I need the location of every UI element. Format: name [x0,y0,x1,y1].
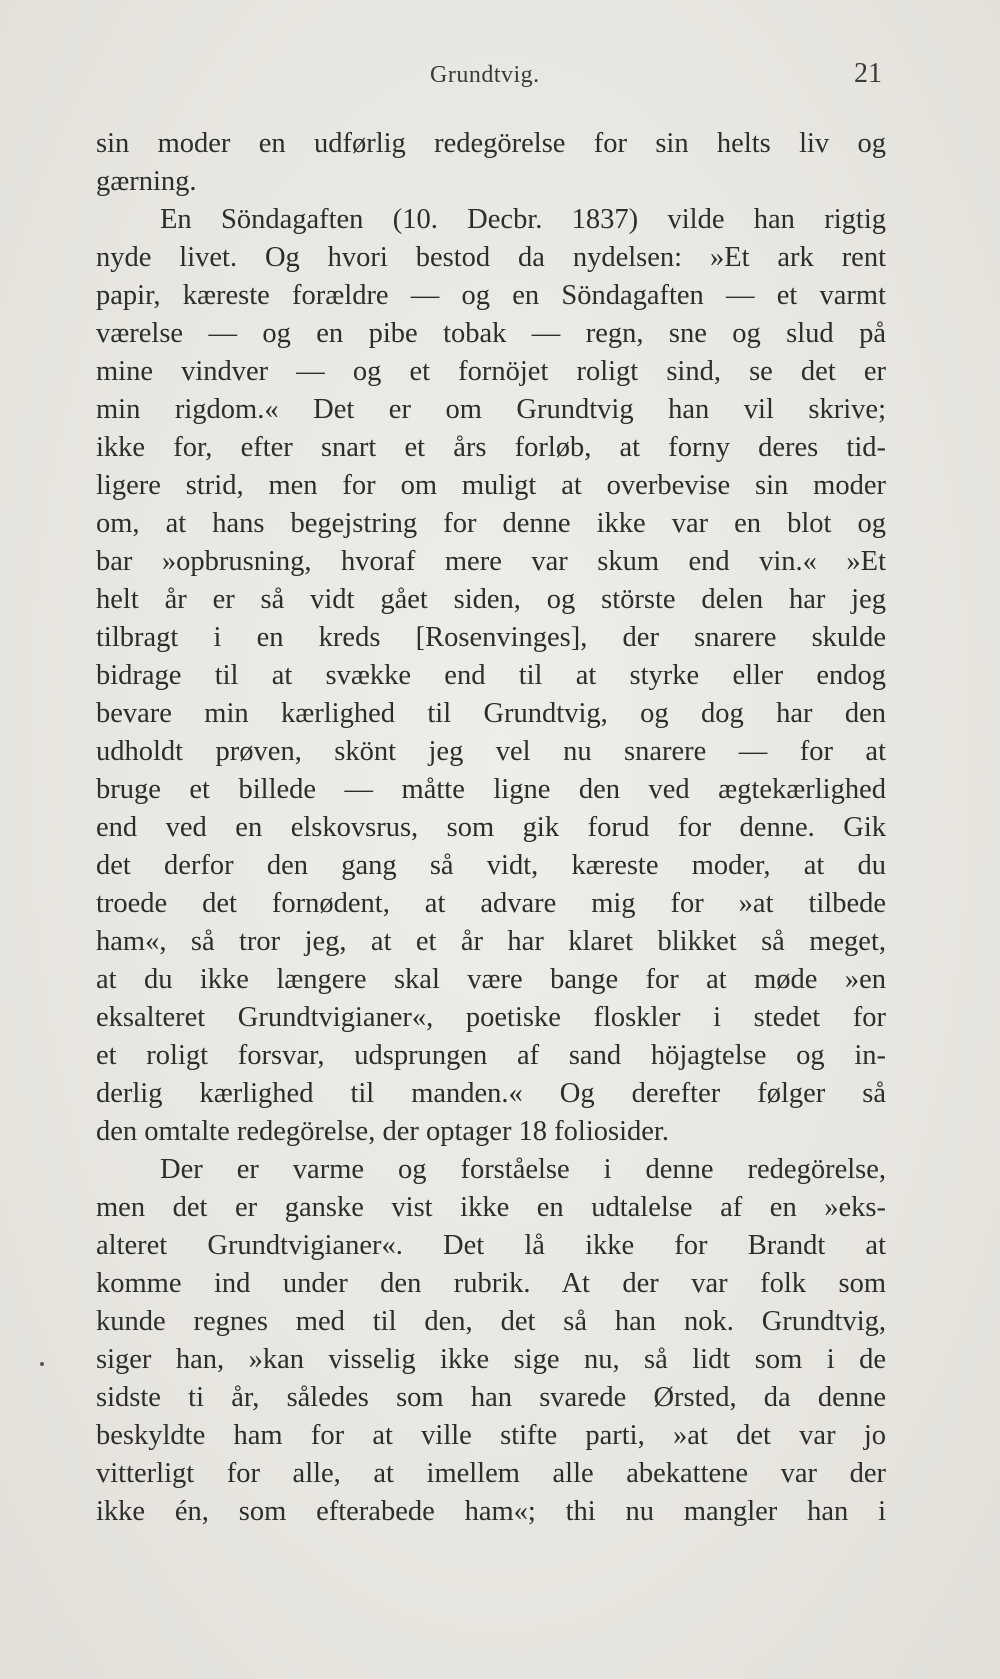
text-line: papir, kæreste forældre — og en Söndagaften — et varmt [96,280,886,311]
text-line: ligere strid, men for om muligt at overbevise sin moder [96,470,886,501]
paragraph [96,125,886,201]
text-line: komme ind under den rubrik. At der var folk som [96,1268,886,1299]
text-line: bar »opbrusning, hvoraf mere var skum end vin.« »Et [96,546,886,577]
text-line: nyde livet. Og hvori bestod da nydelsen: »Et ark rent [96,242,886,273]
text-line: ham«, så tror jeg, at et år har klaret blikket så meget, [96,926,886,957]
text-line: derlig kærlighed til manden.« Og derefter følger så [96,1078,886,1109]
text-line: min rigdom.« Det er om Grundtvig han vil skrive; [96,394,886,425]
text-line: beskyldte ham for at ville stifte parti, »at det var jo [96,1420,886,1451]
text-line: mine vindver — og et fornöjet roligt sind, se det er [96,356,886,387]
text-line: men det er ganske vist ikke en udtalelse af en »eks- [96,1192,886,1223]
text-line: gærning. [96,166,197,197]
text-line: den omtalte redegörelse, der optager 18 foliosider. [96,1116,669,1147]
text-line: sidste ti år, således som han svarede Ørsted, da denne [96,1382,886,1413]
margin-dot-mark [40,1362,44,1366]
text-line: eksalteret Grundtvigianer«, poetiske floskler i stedet for [96,1002,886,1033]
text-line: alteret Grundtvigianer«. Det lå ikke for Brandt at [96,1230,886,1261]
body-text [96,125,886,1531]
text-line: tilbragt i en kreds [Rosenvinges], der snarere skulde [96,622,886,653]
text-line: Der er varme og forståelse i denne redegörelse, [160,1154,886,1185]
text-line: udholdt prøven, skönt jeg vel nu snarere — for at [96,736,886,767]
text-line: ikke for, efter snart et års forløb, at forny deres tid- [96,432,886,463]
text-line: kunde regnes med til den, det så han nok. Grundtvig, [96,1306,886,1337]
text-line: bruge et billede — måtte ligne den ved ægtekærlighed [96,774,886,805]
text-line: siger han, »kan visselig ikke sige nu, så lidt som i de [96,1344,886,1375]
text-line: at du ikke længere skal være bange for at møde »en [96,964,886,995]
text-line: end ved en elskovsrus, som gik forud for denne. Gik [96,812,886,843]
text-line: det derfor den gang så vidt, kæreste moder, at du [96,850,886,881]
text-line: et roligt forsvar, udsprungen af sand höjagtelse og in- [96,1040,886,1071]
text-line: bevare min kærlighed til Grundtvig, og dog har den [96,698,886,729]
text-line: om, at hans begejstring for denne ikke var en blot og [96,508,886,539]
text-line: En Söndagaften (10. Decbr. 1837) vilde han rigtig [160,204,886,235]
page-number: 21 [854,58,882,89]
paragraph [96,201,886,1151]
text-line: ikke én, som efterabede ham«; thi nu mangler han i [96,1496,886,1527]
text-line: vitterligt for alle, at imellem alle abekattene var der [96,1458,886,1489]
running-head: Grundtvig. [430,62,540,88]
paragraph [96,1151,886,1531]
text-line: værelse — og en pibe tobak — regn, sne og slud på [96,318,886,349]
text-line: troede det fornødent, at advare mig for »at tilbede [96,888,886,919]
text-line: helt år er så vidt gået siden, og störste delen har jeg [96,584,886,615]
page-header [96,58,884,98]
text-line: bidrage til at svække end til at styrke eller endog [96,660,886,691]
text-line: sin moder en udførlig redegörelse for sin helts liv og [96,128,886,159]
